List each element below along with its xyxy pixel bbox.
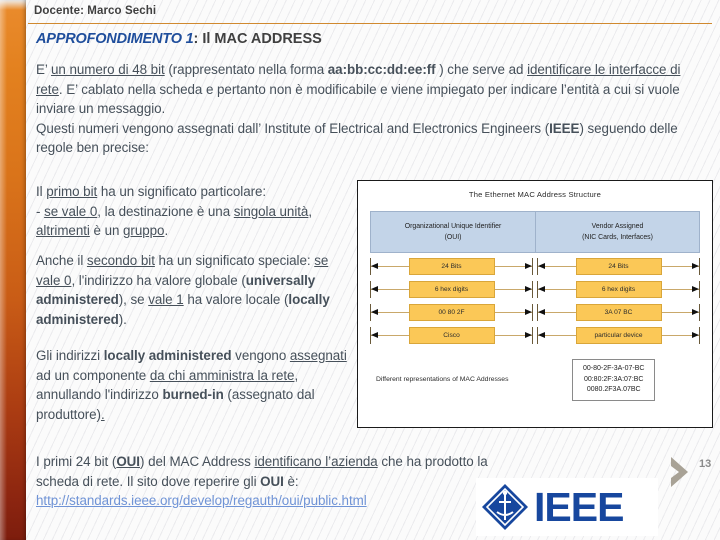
th-t5: ad un componente	[36, 367, 150, 383]
paragraph-oui	[36, 452, 506, 511]
arrow-left-icon	[538, 266, 576, 267]
diagram-representations-row	[376, 359, 700, 401]
th-t6: da chi amministra la rete	[149, 367, 295, 383]
fb-t3: ha un significato particolare:	[97, 184, 267, 199]
range-end-bar	[532, 281, 533, 298]
ieee-diamond-icon	[480, 482, 530, 532]
intro-t5: ) che serve ad	[435, 62, 528, 77]
range-end-bar	[699, 304, 700, 321]
lt-oui-1: OUI	[116, 454, 140, 469]
ieee-logo	[476, 478, 658, 536]
th-burnedin: burned-in	[162, 387, 224, 402]
fb-t6: , la destinazione è una	[97, 203, 234, 219]
ieee-diamond-svg	[480, 482, 530, 532]
intro-mac-format: aa:bb:cc:dd:ee:ff	[327, 62, 436, 77]
diagram-row-right	[537, 257, 700, 276]
th-t4: assegnati	[289, 348, 347, 363]
range-end-bar	[532, 327, 533, 344]
diagram-row	[370, 280, 700, 299]
lt-t5: che ha prodotto la scheda di rete. Il sito dove reperire gli	[36, 454, 488, 489]
diagram-header-vendor-line1: Vendor Assigned	[591, 223, 644, 230]
fb-t4: -	[36, 203, 45, 219]
diagram-cell: 3A 07 BC	[576, 304, 662, 321]
representation-dot: 0080.2F3A.07BC	[586, 386, 641, 393]
intro-t6: identificare le interfacce di rete	[36, 62, 681, 97]
sb-universally: universally administered	[36, 272, 316, 307]
arrow-left-icon	[371, 289, 409, 290]
page-title	[36, 31, 322, 47]
arrow-right-icon	[495, 289, 533, 290]
fb-t10: è un	[89, 223, 124, 238]
fb-t5: se vale 0	[44, 203, 98, 219]
chevron-svg	[668, 455, 694, 489]
lt-t1: I primi 24 bit (	[36, 454, 117, 469]
range-end-bar	[699, 327, 700, 344]
page-number: 13	[699, 458, 712, 470]
diagram-header-oui	[371, 212, 535, 252]
arrow-right-icon	[662, 266, 700, 267]
representation-dash: 00-80-2F-3A-07-BC	[583, 365, 645, 372]
range-end-bar	[532, 258, 533, 275]
range-end-bar	[699, 281, 700, 298]
mac-address-structure-diagram	[357, 180, 713, 428]
diagram-cell: 6 hex digits	[409, 281, 495, 298]
diagram-row-right	[537, 326, 700, 345]
chevron-right-icon	[668, 455, 694, 489]
representations-box	[572, 359, 655, 401]
ieee-oui-link[interactable]: http://standards.ieee.org/develop/regauth/oui/public.html	[36, 493, 367, 508]
paragraph-second-bit	[36, 251, 348, 329]
representation-colon: 00:80:2F:3A:07:BC	[583, 375, 644, 383]
arrow-right-icon	[495, 335, 533, 336]
fb-t12: .	[164, 223, 169, 238]
arrow-left-icon	[538, 312, 576, 313]
arrow-right-icon	[662, 289, 700, 290]
arrow-right-icon	[662, 312, 700, 313]
arrow-right-icon	[495, 312, 533, 313]
arrow-right-icon	[662, 335, 700, 336]
diagram-header-row	[370, 211, 700, 253]
lt-t3: ) del MAC Address	[139, 454, 255, 469]
diagram-header-oui-line1: Organizational Unique Identifier	[404, 223, 502, 230]
diagram-cell: 24 Bits	[409, 258, 495, 275]
diagram-row-right	[537, 303, 700, 322]
range-end-bar	[699, 258, 700, 275]
intro-ieee: IEEE	[549, 120, 580, 136]
left-accent-bar	[0, 0, 26, 540]
fb-t7: singola unità	[233, 203, 309, 219]
sb-t4: se vale 0	[36, 253, 329, 288]
th-t9: (assegnato dal produttore)	[36, 387, 315, 422]
instructor-label: Docente: Marco Sechi	[34, 5, 157, 17]
intro-t7: . E’ cablato nella scheda e pertanto non è modificabile e viene impiegato per indicare l’entità a cui si vuole inviare un messaggio.	[36, 81, 680, 116]
diagram-cell: particular device	[576, 327, 662, 344]
diagram-row-left	[370, 257, 533, 276]
paragraph-first-bit	[36, 182, 348, 241]
diagram-header-vendor-line2: (NIC Cards, Interfaces)	[582, 234, 653, 241]
sb-t7: ), se	[118, 292, 149, 307]
paragraph-locally-administered	[36, 346, 348, 424]
sb-t2: secondo bit	[86, 253, 155, 268]
fb-t2: primo bit	[46, 184, 98, 199]
arrow-left-icon	[371, 312, 409, 313]
lt-t4: identificano l’azienda	[254, 454, 378, 469]
sb-t9: ha valore locale (	[183, 292, 289, 307]
lt-oui-2: OUI	[260, 473, 284, 489]
fb-t8: ,	[308, 203, 312, 219]
fb-t9: altrimenti	[36, 223, 90, 238]
th-t10: .	[100, 406, 105, 422]
range-end-bar	[532, 304, 533, 321]
diagram-row-left	[370, 326, 533, 345]
diagram-row	[370, 257, 700, 276]
intro-t10: ) seguendo delle regole ben precise:	[36, 120, 678, 155]
sb-t3: ha un significato speciale:	[154, 253, 315, 268]
diagram-row-left	[370, 280, 533, 299]
th-t2: locally administered	[103, 348, 232, 363]
page-title-highlight: APPROFONDIMENTO 1	[36, 31, 194, 47]
diagram-row	[370, 303, 700, 322]
arrow-left-icon	[371, 335, 409, 336]
th-t7: , annullando l'indirizzo	[36, 367, 299, 402]
representations-label: Different representations of MAC Addresses	[376, 376, 509, 384]
diagram-row	[370, 326, 700, 345]
diagram-header-oui-line2: (OUI)	[444, 234, 462, 241]
diagram-row-left	[370, 303, 533, 322]
diagram-cell: 6 hex digits	[576, 281, 662, 298]
intro-t3: (rappresentato nella forma	[164, 62, 328, 77]
sb-locally: locally administered	[36, 292, 330, 327]
arrow-left-icon	[371, 266, 409, 267]
intro-t1: E’	[36, 62, 51, 77]
sb-t8: vale 1	[148, 292, 184, 307]
sb-t5: , l'indirizzo ha valore globale (	[71, 272, 246, 288]
diagram-cell: Cisco	[409, 327, 495, 344]
diagram-cell: 00 80 2F	[409, 304, 495, 321]
header-divider	[28, 23, 712, 24]
arrow-left-icon	[538, 289, 576, 290]
intro-t2: un numero di 48 bit	[50, 62, 165, 77]
intro-t8: Questi numeri vengono assegnati dall’ Institute of Electrical and Electronics Engineers (	[36, 120, 550, 136]
fb-t1: Il	[36, 184, 47, 199]
diagram-cell: 24 Bits	[576, 258, 662, 275]
paragraph-intro	[36, 60, 696, 158]
page-title-rest: : Il MAC ADDRESS	[193, 31, 322, 47]
diagram-title: The Ethernet MAC Address Structure	[468, 190, 602, 199]
sb-t1: Anche il	[36, 253, 87, 268]
th-t3: vengono	[231, 348, 290, 363]
diagram-header-vendor	[535, 212, 699, 252]
diagram-row-right	[537, 280, 700, 299]
th-t1: Gli indirizzi	[36, 348, 104, 363]
sb-t11: ).	[118, 311, 127, 327]
arrow-left-icon	[538, 335, 576, 336]
lt-t7: è:	[283, 473, 299, 489]
ieee-wordmark: IEEE	[534, 484, 624, 530]
arrow-right-icon	[495, 266, 533, 267]
fb-t11: gruppo	[123, 223, 165, 238]
